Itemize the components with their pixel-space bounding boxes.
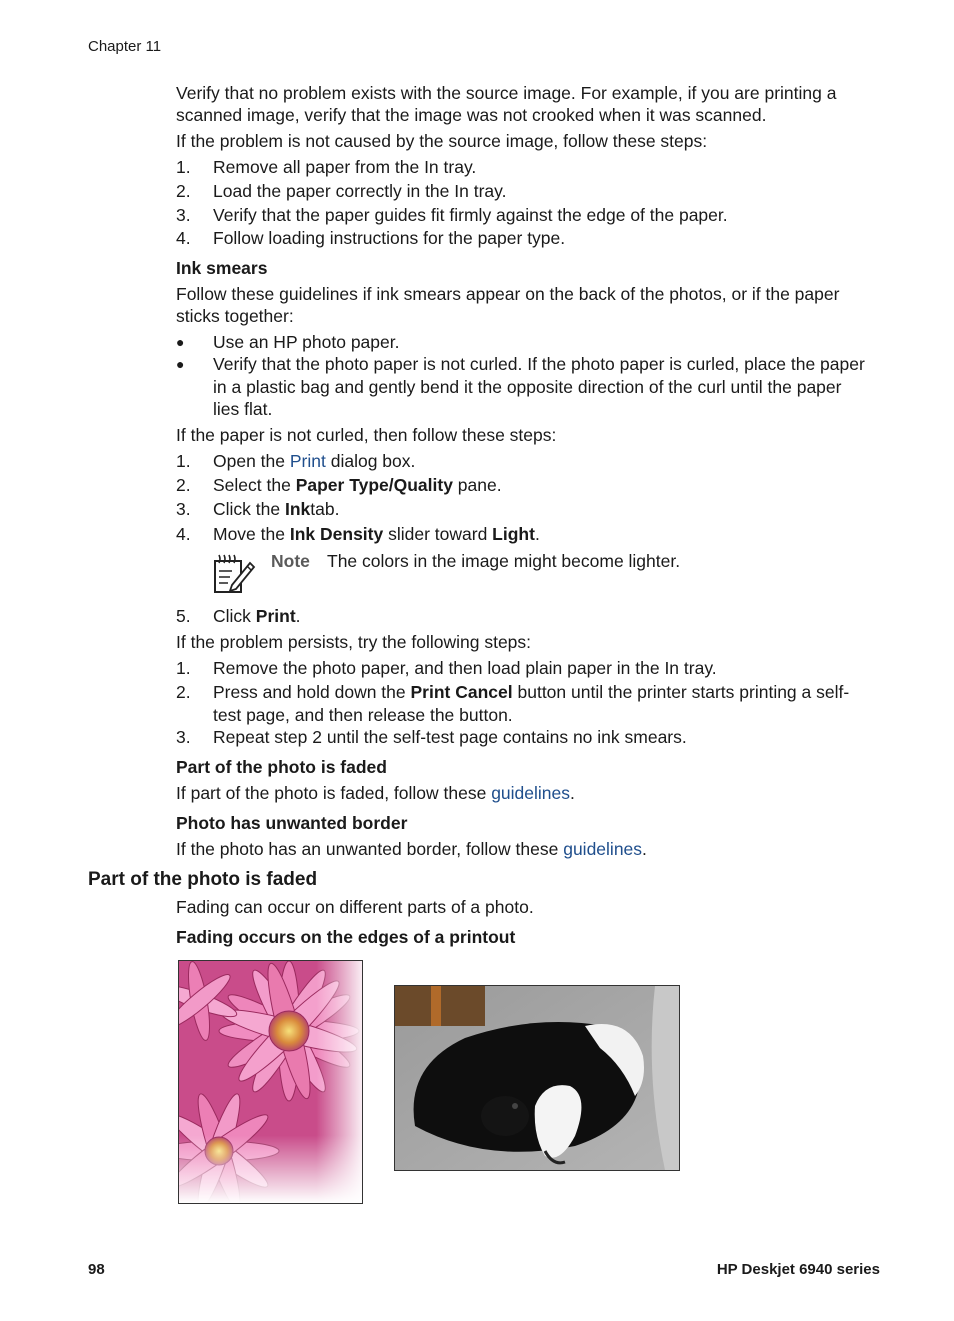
list-item: Verify that the paper guides fit firmly against the edge of the paper. [213,205,728,225]
list-item: Load the paper correctly in the In tray. [213,181,507,201]
ink-smears-paragraph-line2: sticks together: [176,306,294,326]
intro-paragraph-line2: scanned image, verify that the image was not crooked when it was scanned. [176,105,767,125]
step-number: 5. [176,606,191,626]
note-text: The colors in the image might become lighter. [327,551,681,571]
list-item: Open the Print dialog box. [213,451,416,471]
guidelines-link[interactable]: guidelines [563,839,643,859]
guidelines-link[interactable]: guidelines [491,783,571,803]
curled-paragraph: If the paper is not curled, then follow these steps: [176,425,557,445]
print-dialog-link[interactable]: Print [289,451,326,471]
list-item-line1: Press and hold down the Print Cancel button until the printer starts printing a self- [213,682,850,702]
step-number: 2. [176,181,191,201]
list-item: Repeat step 2 until the self-test page contains no ink smears. [213,727,687,747]
section-heading: Part of the photo is faded [88,869,318,890]
list-item: Select the Paper Type/Quality pane. [213,475,502,495]
step-number: 4. [176,228,191,248]
faded-edges-dog-photo [394,985,680,1171]
list-item-line1: Verify that the photo paper is not curled. If the photo paper is curled, place the paper [213,354,865,374]
list-item: Move the Ink Density slider toward Light. [213,524,540,544]
step-number: 2. [176,682,191,702]
step-number: 1. [176,658,191,678]
list-item: Follow loading instructions for the paper type. [213,228,566,248]
section-paragraph: Fading can occur on different parts of a photo. [176,897,534,917]
bullet-icon: ● [176,356,185,372]
persists-paragraph: If the problem persists, try the following steps: [176,632,532,652]
step-number: 3. [176,499,191,519]
list-item-line2: in a plastic bag and gently bend it the opposite direction of the curl until the paper [213,377,842,397]
list-item-line3: lies flat. [213,399,273,419]
chapter-header: Chapter 11 [88,38,162,55]
faded-subheading: Part of the photo is faded [176,757,387,777]
step-number: 1. [176,157,191,177]
list-item: Click the Inktab. [213,499,340,519]
faded-paragraph: If part of the photo is faded, follow these guidelines. [176,783,575,803]
product-name: HP Deskjet 6940 series [716,1261,880,1278]
note-label: Note [271,551,310,571]
bullet-icon: ● [176,334,185,350]
step-number: 3. [176,205,191,225]
border-subheading: Photo has unwanted border [176,813,408,833]
note-icon [212,553,256,595]
intro-paragraph-line1: Verify that no problem exists with the source image. For example, if you are printing a [176,83,837,103]
border-paragraph: If the photo has an unwanted border, follow these guidelines. [176,839,647,859]
page-number: 98 [88,1261,105,1278]
list-item: Remove the photo paper, and then load plain paper in the In tray. [213,658,717,678]
list-item: Remove all paper from the In tray. [213,157,477,177]
faded-edges-flower-photo [178,960,363,1204]
list-item: Use an HP photo paper. [213,332,400,352]
step-number: 4. [176,524,191,544]
list-item: Click Print. [213,606,301,626]
step-number: 1. [176,451,191,471]
ink-smears-paragraph-line1: Follow these guidelines if ink smears appear on the back of the photos, or if the paper [176,284,840,304]
list-item-line2: test page, and then release the button. [213,705,513,725]
step-number: 3. [176,727,191,747]
ink-smears-heading: Ink smears [176,258,268,278]
step-number: 2. [176,475,191,495]
intro-paragraph-2: If the problem is not caused by the source image, follow these steps: [176,131,708,151]
edges-subheading: Fading occurs on the edges of a printout [176,927,516,947]
